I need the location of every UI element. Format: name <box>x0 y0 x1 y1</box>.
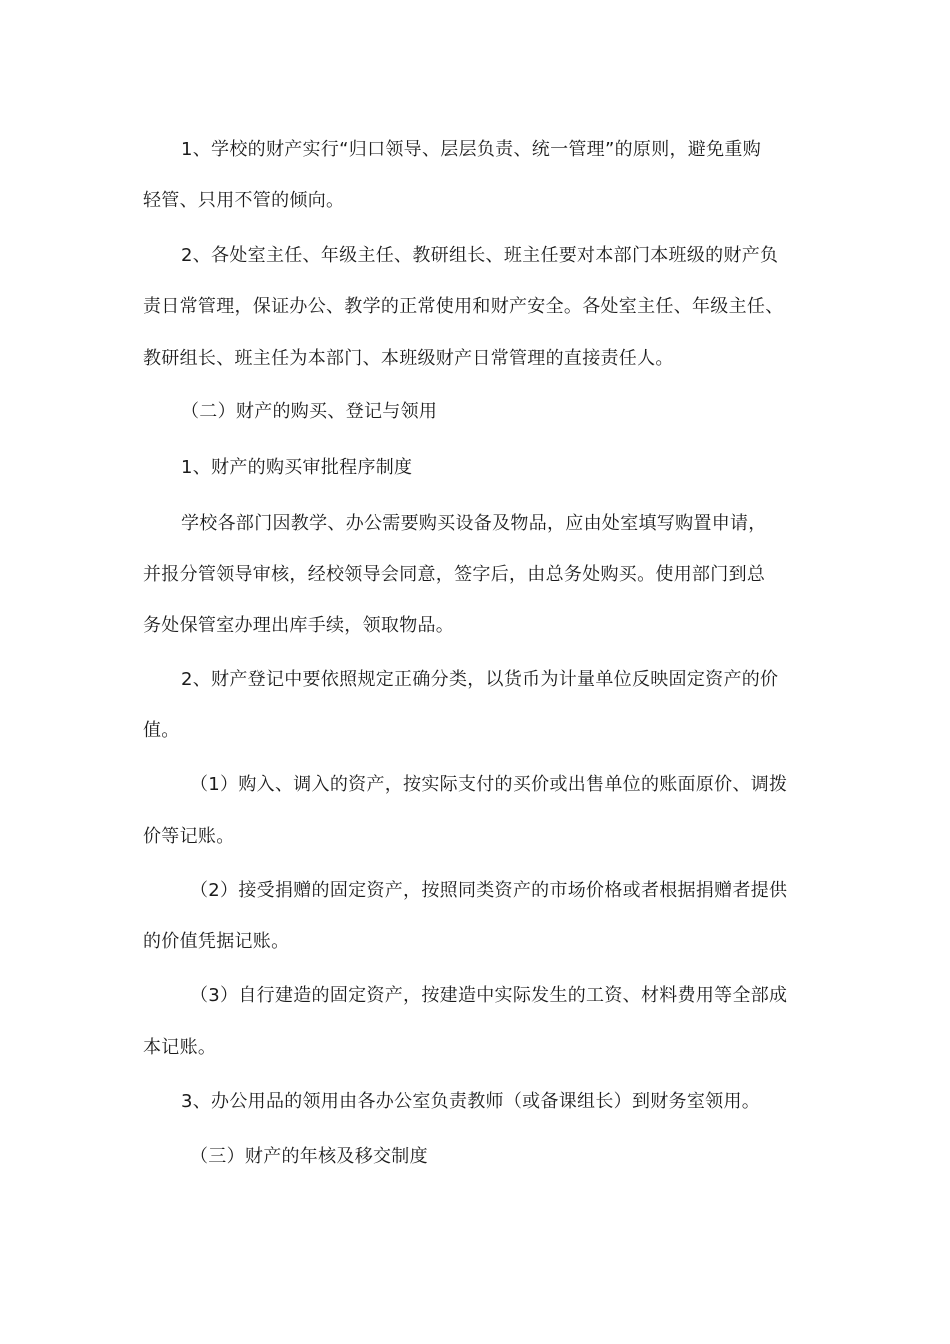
text-line: 2、财产登记中要依照规定正确分类，以货币为计量单位反映固定资产的价 <box>181 669 779 690</box>
text-line: 本记账。 <box>143 1037 217 1058</box>
text-line: （2）接受捐赠的固定资产，按照同类资产的市场价格或者根据捐赠者提供 <box>190 880 788 901</box>
text-line: 轻管、只用不管的倾向。 <box>143 190 345 211</box>
text-line: 2、各处室主任、年级主任、教研组长、班主任要对本部门本班级的财产负 <box>181 245 779 266</box>
text-line: 的价值凭据记账。 <box>143 931 290 952</box>
text-line: （3）自行建造的固定资产，按建造中实际发生的工资、材料费用等全部成 <box>190 985 788 1006</box>
text-line: 1、学校的财产实行“归口领导、层层负责、统一管理”的原则，避免重购 <box>181 139 761 160</box>
text-line: 3、办公用品的领用由各办公室负责教师（或备课组长）到财务室领用。 <box>181 1091 761 1112</box>
text-line: 责日常管理，保证办公、教学的正常使用和财产安全。各处室主任、年级主任、 <box>143 296 784 317</box>
text-line: 价等记账。 <box>143 826 235 847</box>
text-line: （1）购入、调入的资产，按实际支付的买价或出售单位的账面原价、调拨 <box>190 774 788 795</box>
subsection-heading: 1、财产的购买审批程序制度 <box>181 457 413 478</box>
text-line: 学校各部门因教学、办公需要购买设备及物品，应由处室填写购置申请， <box>181 513 767 534</box>
text-line: 并报分管领导审核，经校领导会同意，签字后，由总务处购买。使用部门到总 <box>143 564 766 585</box>
text-line: 教研组长、班主任为本部门、本班级财产日常管理的直接责任人。 <box>143 348 674 369</box>
text-line: 务处保管室办理出库手续，领取物品。 <box>143 615 455 636</box>
section-heading: （二）财产的购买、登记与领用 <box>181 401 438 422</box>
section-heading: （三）财产的年核及移交制度 <box>190 1146 428 1167</box>
text-line: 值。 <box>143 720 180 741</box>
